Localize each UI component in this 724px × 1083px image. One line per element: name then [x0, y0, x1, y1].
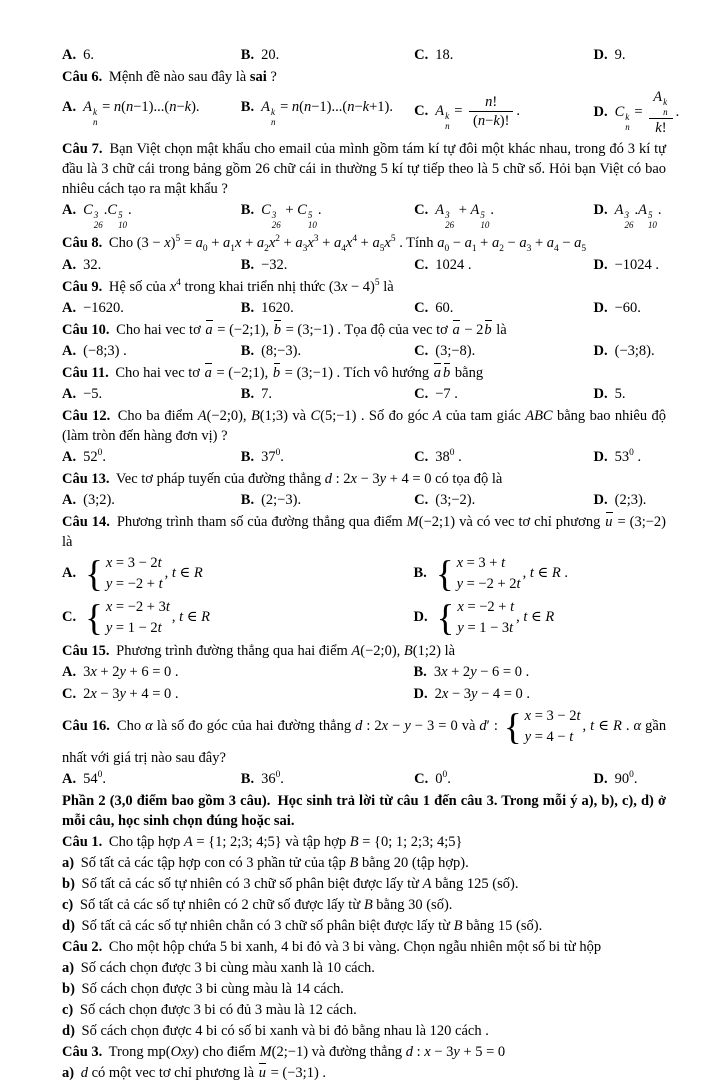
- question-text: Phương trình tham số của đường thẳng qua điểm M(−2;1) và có vec tơ chỉ phương u = (3;−2) là: [62, 514, 666, 550]
- option-c: [414, 45, 593, 65]
- statement-label: a): [62, 960, 75, 977]
- option-letter: C.: [414, 492, 429, 508]
- option-value: A k n = n(n−1)...(n−k+1).: [261, 99, 393, 127]
- answer-options-row: [62, 44, 666, 66]
- option-letter: B.: [240, 386, 255, 402]
- question-paragraph: [62, 232, 666, 254]
- option-letter: C.: [414, 449, 429, 465]
- statement-label: d): [62, 918, 75, 935]
- option-letter: C.: [414, 386, 429, 402]
- option-value: −5.: [83, 386, 103, 402]
- option-letter: D.: [413, 609, 428, 626]
- option-value: (8;−3).: [261, 343, 302, 359]
- option-value: (2;−3).: [261, 492, 302, 508]
- option-value: 32.: [83, 257, 102, 273]
- option-b: [241, 200, 414, 231]
- option-letter: B.: [240, 771, 255, 788]
- option-b: [241, 769, 414, 789]
- question-label: Câu 7.: [62, 140, 103, 157]
- option-letter: B.: [240, 492, 255, 508]
- option-letter: A.: [62, 664, 77, 681]
- option-letter: A.: [62, 565, 77, 582]
- option-letter: A.: [62, 300, 77, 316]
- option-letter: D.: [593, 47, 608, 63]
- option-c: [414, 769, 593, 789]
- option-d: [594, 384, 667, 404]
- question-paragraph: [62, 790, 666, 831]
- option-c: [414, 200, 593, 231]
- statement-line: [62, 852, 666, 873]
- option-letter: C.: [62, 609, 77, 626]
- option-letter: D.: [593, 343, 608, 359]
- option-a: [62, 298, 241, 318]
- option-value: 60.: [435, 300, 454, 316]
- option-b: [241, 97, 414, 128]
- option-letter: A.: [62, 343, 77, 359]
- question-paragraph: [62, 1041, 666, 1062]
- answer-options-row: [62, 596, 666, 640]
- question-label: Phần 2 (3,0 điểm bao gồm 3 câu).: [62, 793, 271, 810]
- statement-line: [62, 915, 666, 936]
- option-value: 2x − 3y + 4 = 0 .: [83, 686, 179, 703]
- option-c: [414, 93, 593, 132]
- statement-line: [62, 873, 666, 894]
- option-value: $38^0$ .: [435, 448, 462, 465]
- question-paragraph: [62, 276, 666, 297]
- answer-options-row: [62, 340, 666, 362]
- option-letter: A.: [62, 771, 77, 788]
- option-letter: B.: [413, 565, 427, 582]
- option-letter: C.: [414, 300, 429, 316]
- question-text: Cho α là số đo góc của hai đường thẳng d : 2x − y − 3 = 0 và d′ : { x = 3 − 2t y = 4 − t , t ∈ R . α gần nhất với giá trị nào sau đây?: [62, 706, 667, 767]
- option-a: [62, 769, 241, 789]
- question-label: Câu 12.: [62, 408, 111, 424]
- answer-options-row: [62, 661, 666, 683]
- question-label: Câu 3.: [62, 1044, 103, 1061]
- option-b: [414, 553, 666, 595]
- option-letter: A.: [62, 492, 77, 508]
- option-b: [241, 45, 414, 65]
- option-b: [241, 447, 414, 467]
- question-text: Phương trình đường thẳng qua hai điểm A(−2;0), B(1;2) là: [116, 643, 456, 660]
- option-c: [414, 298, 593, 318]
- option-a: [62, 97, 241, 128]
- option-value: 3x + 2y + 6 = 0 .: [83, 664, 179, 681]
- statement-text: Số tất cả các số tự nhiên chẵn có 3 chữ số phân biệt được lấy từ B bằng 15 (số).: [81, 918, 543, 935]
- option-value: C 3 26 .C 5 10 .: [83, 201, 132, 230]
- option-b: [241, 384, 414, 404]
- option-value: 9.: [614, 47, 626, 63]
- question-paragraph: [62, 138, 666, 199]
- option-d: [594, 255, 667, 275]
- answer-options-row: [62, 683, 666, 705]
- option-c: [414, 341, 593, 361]
- option-a: [62, 341, 241, 361]
- option-a: [62, 447, 241, 467]
- question-text: Vec tơ pháp tuyến của đường thẳng d : 2x − 3y + 4 = 0 có tọa độ là: [115, 471, 503, 487]
- option-value: $90^0$.: [614, 770, 638, 788]
- option-letter: B.: [240, 343, 255, 359]
- option-value: 18.: [435, 47, 454, 63]
- answer-options-row: [62, 768, 666, 790]
- exam-document: [62, 44, 680, 1083]
- statement-label: b): [62, 981, 75, 998]
- option-c: [414, 255, 593, 275]
- option-value: A k n = $\frac{n!}{(n-k)!}$ .: [435, 94, 521, 131]
- statement-text: Số tất cả các số tự nhiên có 2 chữ số được lấy từ B bằng 30 (số).: [79, 897, 453, 914]
- option-value: 1024 .: [435, 257, 472, 273]
- question-paragraph: [62, 405, 666, 446]
- option-letter: D.: [593, 492, 608, 508]
- statement-line: [62, 957, 666, 978]
- option-c: [62, 684, 414, 704]
- option-letter: B.: [240, 449, 255, 465]
- option-letter: A.: [62, 47, 77, 63]
- option-d: [594, 298, 667, 318]
- statement-line: [62, 894, 666, 915]
- statement-label: d): [62, 1023, 75, 1040]
- statement-label: c): [62, 1002, 74, 1019]
- option-value: { x = 3 − 2t y = −2 + t , t ∈ R: [85, 553, 203, 595]
- option-c: [414, 490, 593, 510]
- question-label: Câu 1.: [62, 834, 103, 851]
- question-text: Mệnh đề nào sau đây là sai ?: [108, 69, 277, 85]
- question-label: Câu 8.: [62, 234, 103, 251]
- option-letter: D.: [413, 686, 428, 703]
- statement-text: Số cách chọn được 3 bi có đủ 3 màu là 12 cách.: [79, 1002, 357, 1019]
- option-value: $37^0$.: [261, 448, 284, 465]
- option-d: [594, 45, 667, 65]
- option-value: A k n = n(n−1)...(n−k).: [83, 99, 200, 127]
- option-letter: D.: [593, 103, 608, 120]
- option-letter: D.: [593, 300, 608, 316]
- statement-line: [62, 999, 666, 1020]
- option-letter: D.: [593, 449, 608, 465]
- question-text: Cho $(3 - x)^5 = a_0 + a_1x + a_2x^2 + a_3x^3 + a_4x^4 + a_5x^5$ . Tính $a_0 - a_1 + a_2 - a_3 + a_4 - a_5$: [108, 233, 587, 254]
- option-d: [594, 447, 667, 467]
- question-text: Cho hai vec tơ a = (−2;1), b = (3;−1) . Tích vô hướng a b bằng: [115, 365, 484, 381]
- option-letter: B.: [240, 257, 255, 273]
- option-letter: A.: [62, 386, 77, 402]
- question-label: Câu 2.: [62, 939, 103, 956]
- statement-label: b): [62, 876, 75, 893]
- statement-text: Số cách chọn được 4 bi có số bi xanh và bi đỏ bằng nhau là 120 cách .: [81, 1023, 489, 1040]
- option-letter: A.: [62, 201, 77, 218]
- option-c: [62, 597, 414, 639]
- option-letter: B.: [240, 99, 255, 116]
- option-letter: C.: [414, 771, 429, 788]
- option-value: $0^0$.: [435, 770, 451, 788]
- statement-line: [62, 1062, 666, 1083]
- option-b: [241, 490, 414, 510]
- option-value: (2;3).: [614, 492, 647, 508]
- answer-options-row: [62, 446, 666, 468]
- question-label: Câu 15.: [62, 643, 110, 660]
- question-label: Câu 14.: [62, 514, 110, 530]
- option-value: { x = 3 + t y = −2 + 2t , t ∈ R .: [435, 553, 568, 595]
- answer-options-row: [62, 383, 666, 405]
- option-value: (3;2).: [83, 492, 115, 508]
- option-a: [62, 553, 414, 595]
- option-value: $54^0$.: [83, 770, 106, 788]
- option-value: 1620.: [261, 300, 294, 316]
- option-b: [241, 341, 414, 361]
- option-value: C k n = A k n k! .: [614, 89, 680, 136]
- option-letter: D.: [593, 201, 608, 218]
- option-value: 3x + 2y − 6 = 0 .: [433, 664, 530, 681]
- question-paragraph: [62, 319, 666, 340]
- question-paragraph: [62, 705, 666, 768]
- option-b: [241, 255, 414, 275]
- option-value: −1620.: [83, 300, 124, 316]
- option-d: [414, 597, 666, 639]
- option-a: [62, 200, 241, 231]
- option-d: [594, 769, 667, 789]
- option-letter: A.: [62, 449, 77, 465]
- option-a: [62, 384, 241, 404]
- question-text: Cho ba điểm A(−2;0), B(1;3) và C(5;−1) . Số đo góc A của tam giác ABC bằng bao nhiêu độ (làm tròn đến hàng đơn vị) ?: [62, 408, 666, 444]
- option-value: (−8;3) .: [83, 343, 127, 359]
- question-paragraph: [62, 468, 666, 489]
- question-paragraph: [62, 640, 666, 661]
- question-label: Câu 13.: [62, 471, 110, 487]
- option-value: −7 .: [435, 386, 458, 402]
- option-value: −1024 .: [614, 257, 660, 273]
- option-letter: C.: [414, 257, 429, 273]
- option-d: [594, 490, 667, 510]
- option-a: [62, 490, 241, 510]
- statement-line: [62, 978, 666, 999]
- option-value: (−3;8).: [614, 343, 655, 359]
- option-value: 2x − 3y − 4 = 0 .: [434, 686, 531, 703]
- option-value: 7.: [261, 386, 272, 402]
- option-b: [241, 298, 414, 318]
- question-label: Câu 16.: [62, 718, 110, 735]
- question-text: Cho một hộp chứa 5 bi xanh, 4 bi đỏ và 3 bi vàng. Chọn ngẫu nhiên một số bi từ hộp: [108, 939, 602, 956]
- option-d: [594, 341, 667, 361]
- question-text: Học sinh trả lời từ câu 1 đến câu 3. Trong mỗi ý a), b), c), d) ở mỗi câu, học sinh chọn đúng hoặc sai.: [62, 793, 666, 830]
- question-paragraph: [62, 936, 666, 957]
- statement-label: a): [62, 1065, 75, 1082]
- option-value: −32.: [261, 257, 288, 273]
- question-paragraph: [62, 511, 666, 552]
- option-letter: B.: [413, 664, 427, 681]
- option-c: [414, 384, 593, 404]
- option-value: $36^0$.: [261, 770, 284, 788]
- option-value: $52^0$.: [83, 448, 106, 465]
- answer-options-row: [62, 87, 680, 138]
- question-text: Trong mp(Oxy) cho điểm M(2;−1) và đường thẳng d : x − 3y + 5 = 0: [108, 1044, 506, 1061]
- option-letter: D.: [593, 771, 608, 788]
- answer-options-row: [62, 254, 666, 276]
- statement-line: [62, 1020, 666, 1041]
- option-d: [594, 200, 667, 231]
- option-b: [414, 662, 666, 682]
- option-value: (3;−2).: [435, 492, 476, 508]
- option-letter: C.: [414, 201, 429, 218]
- option-letter: C.: [62, 686, 77, 703]
- option-a: [62, 662, 414, 682]
- statement-text: Số cách chọn được 3 bi cùng màu xanh là 10 cách.: [80, 960, 375, 977]
- answer-options-row: [62, 297, 666, 319]
- option-value: 20.: [261, 47, 280, 63]
- question-label: Câu 9.: [62, 279, 103, 295]
- option-value: { x = −2 + 3t y = 1 − 2t , t ∈ R: [85, 597, 210, 639]
- question-label: Câu 6.: [62, 69, 103, 85]
- option-letter: A.: [62, 257, 77, 273]
- question-paragraph: [62, 362, 666, 383]
- option-value: (3;−8).: [435, 343, 476, 359]
- option-letter: A.: [62, 99, 77, 116]
- answer-options-row: [62, 489, 666, 511]
- option-value: 5.: [614, 386, 626, 402]
- option-value: C 3 26 + C 5 10 .: [261, 201, 322, 230]
- question-label: Câu 10.: [62, 322, 110, 338]
- option-c: [414, 447, 593, 467]
- question-paragraph: [62, 66, 666, 87]
- option-value: −60.: [614, 300, 641, 316]
- option-letter: B.: [240, 300, 255, 316]
- option-d: [594, 88, 680, 137]
- statement-text: Số tất cả các số tự nhiên có 3 chữ số phân biệt được lấy từ A bằng 125 (số).: [81, 876, 519, 893]
- option-letter: D.: [593, 386, 608, 402]
- option-value: { x = −2 + t y = 1 − 3t , t ∈ R: [436, 597, 555, 639]
- statement-text: d có một vec tơ chỉ phương là u = (−3;1) .: [80, 1065, 327, 1082]
- option-letter: D.: [593, 257, 608, 273]
- option-value: 6.: [83, 47, 94, 63]
- answer-options-row: [62, 552, 666, 596]
- option-letter: C.: [414, 343, 429, 359]
- option-value: A 3 26 + A 5 10 .: [435, 201, 494, 230]
- option-letter: C.: [414, 47, 429, 63]
- statement-text: Số tất cả các tập hợp con có 3 phần tử của tập B bằng 20 (tập hợp).: [80, 855, 469, 872]
- statement-text: Số cách chọn được 3 bi cùng màu là 14 cách.: [81, 981, 344, 998]
- answer-options-row: [62, 199, 666, 232]
- question-label: Câu 11.: [62, 365, 109, 381]
- option-d: [414, 684, 666, 704]
- statement-label: c): [62, 897, 74, 914]
- question-text: Hệ số của $x^4$ trong khai triển nhị thức $(3x - 4)^5$ là: [108, 278, 394, 295]
- option-value: $53^0$ .: [614, 448, 642, 465]
- option-letter: B.: [240, 47, 255, 63]
- option-value: A 3 26 .A 5 10 .: [614, 201, 662, 230]
- question-text: Bạn Việt chọn mật khẩu cho email của mình gồm tám kí tự đôi một khác nhau, trong đó 3 kí tự đầu là 3 chữ cái trong bảng gồm 26 chữ cái in thường 5 kí tự tiếp theo là 5 chữ số. Hỏi bạn Việt có bao nhiêu cách tạo ra mật khẩu ?: [62, 140, 666, 197]
- option-a: [62, 45, 241, 65]
- option-letter: B.: [240, 201, 255, 218]
- question-text: Cho tập hợp A = {1; 2;3; 4;5} và tập hợp B = {0; 1; 2;3; 4;5}: [108, 834, 463, 851]
- question-paragraph: [62, 831, 666, 852]
- question-text: Cho hai vec tơ a = (−2;1), b = (3;−1) . Tọa độ của vec tơ a − 2b là: [116, 322, 507, 338]
- option-a: [62, 255, 241, 275]
- statement-label: a): [62, 855, 75, 872]
- option-letter: C.: [414, 103, 429, 120]
